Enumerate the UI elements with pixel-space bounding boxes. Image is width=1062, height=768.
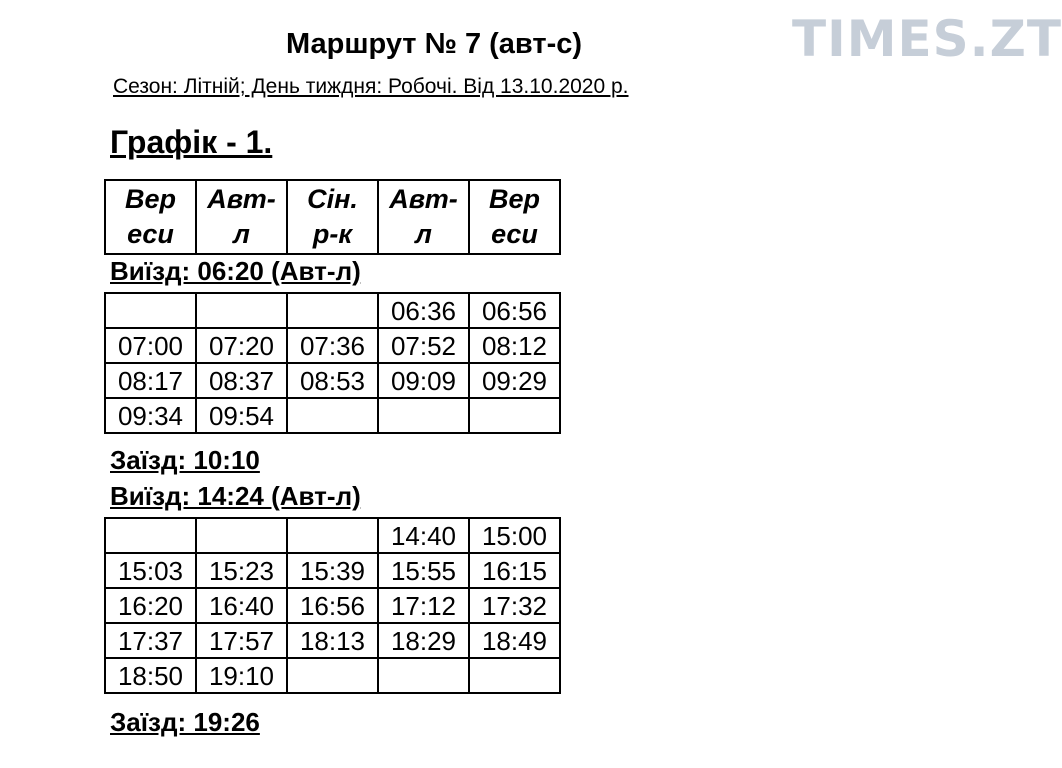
time-cell: 19:10	[196, 658, 287, 693]
time-cell: 17:57	[196, 623, 287, 658]
stop-header-line: еси	[491, 219, 538, 249]
time-cell: 17:37	[105, 623, 196, 658]
time-cell: 08:17	[105, 363, 196, 398]
schedule-table-1	[104, 292, 561, 434]
time-cell: 08:12	[469, 328, 560, 363]
time-cell	[287, 293, 378, 328]
time-cell: 07:36	[287, 328, 378, 363]
time-cell: 08:53	[287, 363, 378, 398]
table-row	[105, 623, 560, 658]
time-cell: 07:20	[196, 328, 287, 363]
time-cell	[378, 398, 469, 433]
time-cell: 08:37	[196, 363, 287, 398]
time-cell: 07:52	[378, 328, 469, 363]
table-row	[105, 328, 560, 363]
stop-header-line: еси	[127, 219, 174, 249]
stop-header-line: Авт-	[389, 183, 458, 214]
time-cell: 17:12	[378, 588, 469, 623]
time-cell	[196, 293, 287, 328]
stop-header-line: р-к	[312, 219, 353, 249]
time-cell: 06:56	[469, 293, 560, 328]
time-cell: 18:29	[378, 623, 469, 658]
times-zt-logo: TIMES.ZT	[792, 10, 1062, 68]
schedule-label: Графік - 1.	[110, 124, 273, 160]
time-cell	[469, 398, 560, 433]
stop-header-line: Вер	[488, 183, 540, 214]
stop-header	[287, 180, 378, 254]
departure-label-2: Виїзд: 14:24 (Авт-л)	[110, 481, 361, 511]
time-cell	[287, 658, 378, 693]
table-row	[105, 588, 560, 623]
time-cell: 06:36	[378, 293, 469, 328]
time-cell: 16:56	[287, 588, 378, 623]
time-cell: 18:50	[105, 658, 196, 693]
time-cell: 09:09	[378, 363, 469, 398]
table-row	[105, 293, 560, 328]
table-row	[105, 553, 560, 588]
stop-header	[196, 180, 287, 254]
time-cell: 16:20	[105, 588, 196, 623]
time-cell: 15:55	[378, 553, 469, 588]
time-cell: 15:39	[287, 553, 378, 588]
time-cell: 17:32	[469, 588, 560, 623]
time-cell: 15:00	[469, 518, 560, 553]
schedule-table-2	[104, 517, 561, 694]
stop-header-line: Авт-	[207, 183, 276, 214]
time-cell	[287, 398, 378, 433]
time-cell	[105, 518, 196, 553]
table-row	[105, 658, 560, 693]
time-cell	[196, 518, 287, 553]
stop-header	[469, 180, 560, 254]
stops-header-row	[105, 180, 560, 254]
time-cell: 18:49	[469, 623, 560, 658]
time-cell: 07:00	[105, 328, 196, 363]
stop-header-line: л	[415, 219, 432, 249]
time-cell: 09:54	[196, 398, 287, 433]
time-cell: 16:15	[469, 553, 560, 588]
table-row	[105, 518, 560, 553]
time-cell	[469, 658, 560, 693]
route-subtitle: Сезон: Літній; День тиждня: Робочі. Від 13.10.2020 р.	[113, 75, 629, 98]
time-cell	[287, 518, 378, 553]
time-cell: 09:34	[105, 398, 196, 433]
time-cell: 16:40	[196, 588, 287, 623]
stop-header	[378, 180, 469, 254]
table-row	[105, 363, 560, 398]
stop-header-line: Вер	[124, 183, 176, 214]
time-cell: 18:13	[287, 623, 378, 658]
arrival-label-2: Заїзд: 19:26	[110, 707, 260, 737]
table-row	[105, 398, 560, 433]
stops-header-table	[104, 179, 561, 255]
time-cell: 15:03	[105, 553, 196, 588]
arrival-label-1: Заїзд: 10:10	[110, 445, 260, 475]
time-cell	[378, 658, 469, 693]
stop-header-line: л	[233, 219, 250, 249]
departure-label-1: Виїзд: 06:20 (Авт-л)	[110, 256, 361, 286]
time-cell: 15:23	[196, 553, 287, 588]
route-title: Маршрут № 7 (авт-с)	[285, 28, 583, 60]
time-cell	[105, 293, 196, 328]
time-cell: 14:40	[378, 518, 469, 553]
stop-header-line: Сін.	[307, 183, 358, 214]
stop-header	[105, 180, 196, 254]
time-cell: 09:29	[469, 363, 560, 398]
